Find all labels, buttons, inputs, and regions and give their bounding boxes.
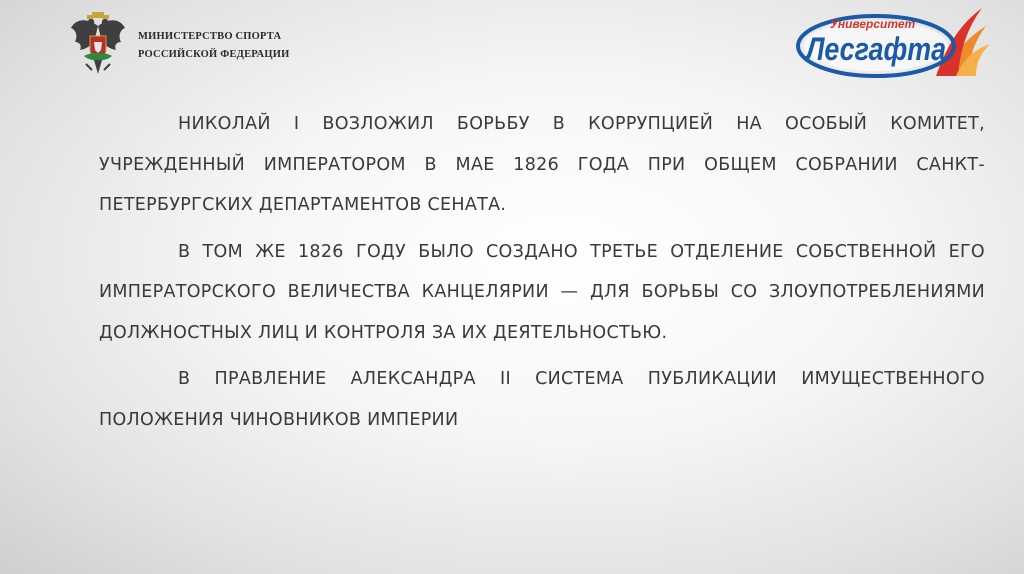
slide-body <box>99 104 985 446</box>
paragraph-3: В ПРАВЛЕНИЕ АЛЕКСАНДРА II СИСТЕМА ПУБЛИКАЦИИ ИМУЩЕСТВЕННОГО ПОЛОЖЕНИЯ ЧИНОВНИКОВ ИМПЕРИИ <box>99 369 985 430</box>
paragraph-2: В ТОМ ЖЕ 1826 ГОДУ БЫЛО СОЗДАНО ТРЕТЬЕ ОТДЕЛЕНИЕ СОБСТВЕННОЙ ЕГО ИМПЕРАТОРСКОГО ВЕЛИЧЕСТВА КАНЦЕЛЯРИИ — ДЛЯ БОРЬБЫ СО ЗЛОУПОТРЕБЛЕНИЯМИ ДОЛЖНОСТНЫХ ЛИЦ И КОНТРОЛЯ ЗА ИХ ДЕЯТЕЛЬНОСТЬЮ. <box>99 241 985 343</box>
coat-of-arms-icon <box>70 12 126 76</box>
ministry-line-1: МИНИСТЕРСТВО СПОРТА <box>138 31 282 42</box>
slide-header <box>0 0 1024 90</box>
logo-small-text: Университет <box>830 17 916 31</box>
logo-main-text: Лесгафта <box>804 31 946 67</box>
ministry-line-2: РОССИЙСКОЙ ФЕДЕРАЦИИ <box>138 49 290 60</box>
ministry-name <box>138 28 289 64</box>
lesgaft-university-logo <box>796 4 992 80</box>
paragraph-1: НИКОЛАЙ I ВОЗЛОЖИЛ БОРЬБУ В КОРРУПЦИЕЙ НА ОСОБЫЙ КОМИТЕТ, УЧРЕЖДЕННЫЙ ИМПЕРАТОРОМ В МАЕ 1826 ГОДА ПРИ ОБЩЕМ СОБРАНИИ САНКТ-ПЕТЕРБУРГСКИХ ДЕПАРТАМЕНТОВ СЕНАТА. <box>99 114 985 215</box>
